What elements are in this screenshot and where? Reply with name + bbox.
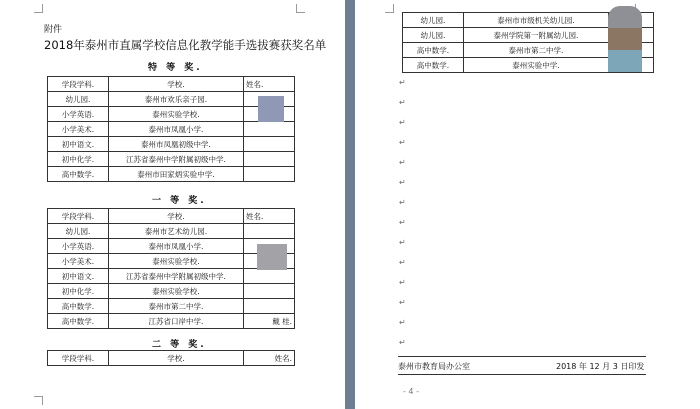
- table-cell: 江苏省泰州中学附属初级中学.: [109, 152, 244, 167]
- table-cell: 高中数学.: [48, 167, 109, 182]
- footer-rule-top: [398, 356, 646, 357]
- award-table-second: [47, 350, 295, 366]
- table-cell: 泰州实验学校.: [109, 107, 244, 122]
- table-cell: [244, 122, 295, 137]
- table-header-row: [48, 351, 295, 366]
- redacted-name-blur: [608, 50, 642, 72]
- paragraph-mark: ↵: [399, 158, 406, 167]
- document-page-right: [355, 0, 700, 409]
- page-corner-mark: [385, 4, 394, 13]
- table-cell: 泰州市凤凰小学.: [109, 239, 244, 254]
- table-cell: 泰州市凤凰小学.: [109, 122, 244, 137]
- table-cell: [244, 284, 295, 299]
- paragraph-mark: ↵: [399, 318, 406, 327]
- redacted-name-blur: [608, 6, 642, 28]
- paragraph-mark: ↵: [399, 118, 406, 127]
- table-cell: 初中语文.: [48, 269, 109, 284]
- header-cell: 姓名.: [244, 77, 295, 92]
- table-cell: [244, 152, 295, 167]
- footer-rule-bottom: [398, 374, 646, 375]
- table-row: [48, 137, 295, 152]
- table-cell: [244, 167, 295, 182]
- paragraph-mark: ↵: [399, 238, 406, 247]
- header-cell: 学校.: [109, 209, 244, 224]
- table-row: [48, 224, 295, 239]
- table-cell: 小学美术.: [48, 254, 109, 269]
- section-heading-second: 二 等 奖.: [152, 340, 207, 350]
- table-header-row: [48, 77, 295, 92]
- header-cell: 学校.: [109, 351, 244, 366]
- table-cell: 泰州市市级机关幼儿园.: [464, 13, 609, 28]
- table-row: [48, 152, 295, 167]
- section-heading-special: 特 等 奖.: [148, 63, 203, 73]
- table-cell: 高中数学.: [48, 299, 109, 314]
- table-cell: 泰州市凤凰初级中学.: [109, 137, 244, 152]
- header-cell: 学段学科.: [48, 77, 109, 92]
- table-cell: 江苏省口岸中学.: [109, 314, 244, 329]
- table-cell: [244, 137, 295, 152]
- table-cell: 幼儿园.: [48, 92, 109, 107]
- award-table-special: [47, 76, 295, 182]
- table-cell: 戴 桂.: [244, 314, 295, 329]
- header-cell: 学校.: [109, 77, 244, 92]
- table-cell: 高中数学.: [403, 58, 464, 73]
- table-cell: [244, 299, 295, 314]
- table-cell: 泰州实验中学.: [464, 58, 609, 73]
- table-cell: 初中化学.: [48, 152, 109, 167]
- paragraph-mark: ↵: [399, 298, 406, 307]
- document-title: 2018年泰州市直属学校信息化教学能手选拔赛获奖名单: [44, 38, 327, 52]
- header-cell: 学段学科.: [48, 209, 109, 224]
- table-cell: 泰州学院第一附属幼儿园.: [464, 28, 609, 43]
- table-row: [48, 314, 295, 329]
- page-corner-mark: [34, 4, 43, 13]
- table-cell: 小学美术.: [48, 122, 109, 137]
- paragraph-mark: ↵: [399, 278, 406, 287]
- table-cell: 幼儿园.: [403, 28, 464, 43]
- table-row: [48, 269, 295, 284]
- table-cell: 幼儿园.: [48, 224, 109, 239]
- header-cell: 姓名.: [244, 209, 295, 224]
- table-cell: 小学英语.: [48, 239, 109, 254]
- redacted-name-blur: [257, 244, 287, 270]
- table-cell: 泰州实验学校.: [109, 284, 244, 299]
- table-cell: 高中数学.: [48, 314, 109, 329]
- table-cell: 高中数学.: [403, 43, 464, 58]
- table-cell: 泰州市第二中学.: [109, 299, 244, 314]
- paragraph-mark: ↵: [399, 178, 406, 187]
- table-row: [48, 284, 295, 299]
- table-row: [48, 299, 295, 314]
- table-cell: 泰州市欢乐亲子园.: [109, 92, 244, 107]
- page-corner-mark: [34, 396, 43, 405]
- redacted-name-blur: [608, 28, 642, 50]
- paragraph-mark: ↵: [399, 78, 406, 87]
- page-gap-divider: [345, 0, 355, 409]
- paragraph-mark: ↵: [399, 218, 406, 227]
- table-header-row: [48, 209, 295, 224]
- section-heading-first: 一 等 奖.: [152, 196, 207, 206]
- redacted-name-blur: [258, 96, 284, 122]
- table-row: [48, 122, 295, 137]
- table-cell: 幼儿园.: [403, 13, 464, 28]
- paragraph-mark: ↵: [399, 98, 406, 107]
- table-cell: 小学英语.: [48, 107, 109, 122]
- table-cell: 泰州市艺术幼儿园.: [109, 224, 244, 239]
- table-cell: [244, 269, 295, 284]
- table-cell: [244, 224, 295, 239]
- footer-date: 2018 年 12 月 3 日印发: [556, 362, 645, 371]
- table-cell: 泰州实验学校.: [109, 254, 244, 269]
- table-row: [48, 167, 295, 182]
- table-cell: 泰州市田家炳实验中学.: [109, 167, 244, 182]
- page-corner-mark: [296, 4, 305, 13]
- table-cell: 泰州市第二中学.: [464, 43, 609, 58]
- paragraph-mark: ↵: [399, 138, 406, 147]
- annex-label: 附件: [44, 25, 63, 35]
- table-cell: 江苏省泰州中学附属初级中学.: [109, 269, 244, 284]
- header-cell: 姓名.: [244, 351, 295, 366]
- paragraph-mark: ↵: [399, 198, 406, 207]
- table-cell: 初中化学.: [48, 284, 109, 299]
- document-page-left: [0, 0, 345, 409]
- footer-issuer: 泰州市教育局办公室: [398, 362, 470, 371]
- paragraph-mark: ↵: [399, 338, 406, 347]
- paragraph-mark: ↵: [399, 258, 406, 267]
- table-cell: 初中语文.: [48, 137, 109, 152]
- page-number: - 4 -: [403, 387, 419, 396]
- header-cell: 学段学科.: [48, 351, 109, 366]
